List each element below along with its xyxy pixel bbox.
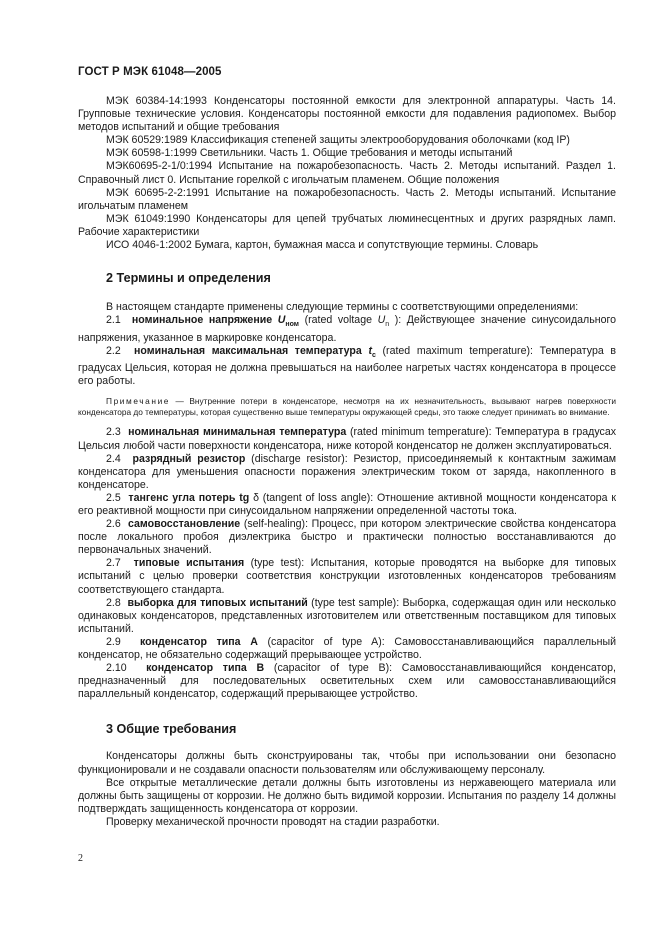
term-2-10 [78,662,616,701]
document-header: ГОСТ Р МЭК 61048—2005 [78,66,222,78]
term-2-7 [78,557,616,596]
term-name: самовосстановление [128,518,241,531]
term-def-a: (rated voltage [298,314,378,327]
term-2-8 [78,597,616,636]
page-number: 2 [78,853,83,864]
reference-item: МЭК 60529:1989 Классификация степеней защиты электрооборудования оболочками (код IP) [106,134,570,147]
term-2-6 [78,518,616,557]
section-3-paragraph: Проверку механической прочности проводят на стадии разработки. [106,815,440,828]
term-def-sub: n [385,321,390,329]
term-definition: (type test sample): Выборка, содержащая один или несколько одинаковых конденсаторов, представленных изготовителем или ответственным поставщиком для типовых испытаний. [78,596,616,635]
section-3-paragraph: Конденсаторы должны быть сконструированы так, чтобы при использовании они безопасно функционировали и не создавали опасности пользователям или обслуживающему персоналу. [78,750,616,776]
term-number: 2.3 [106,426,121,439]
term-number: 2.5 [106,491,121,504]
term-definition: (rated maximum temperature): Температура в градусах Цельсия, которая не должна превышаться на наиболее нагретых частях конденсатора в процессе его работы. [78,344,616,387]
term-def-sym: U [377,314,386,327]
term-2-9 [78,636,616,662]
term-definition: (type test): Испытания, которые проводятся на выборке для типовых испытаний с целью проверки соответствия конструкции изготовленных конденсаторов требованиям соответствующего стандарта. [78,557,616,596]
note-text: — Внутренние потери в конденсаторе, несмотря на их незначительность, вызывают нагрев поверхности конденсатора до температуры, которая существенно выше температуры окружающей среды, это также следует принимать во внимание. [78,396,616,418]
term-symbol: δ [253,491,259,504]
reference-item: МЭК 60695-2-2:1991 Испытание на пожаробезопасность. Часть 2. Методы испытаний. Испытание игольчатым пламенем [78,186,616,212]
term-name: типовые испытания [133,557,245,570]
term-2-3 [78,426,616,452]
term-2-1 [78,314,616,344]
reference-item: МЭК 60598-1:1999 Светильники. Часть 1. Общие требования и методы испытаний [106,147,513,160]
note-label: Примечание [106,396,171,406]
term-number: 2.4 [106,452,121,465]
term-definition: (rated minimum temperature): Температура в градусах Цельсия любой части поверхности конденсатора, ниже которой конденсатор не должен эксплуатироваться. [78,426,617,452]
term-name: выборка для типовых испытаний [127,596,308,609]
reference-item: МЭК 61049:1990 Конденсаторы для цепей трубчатых люминесцентных и других разрядных ламп. Рабочие характеристики [78,212,616,238]
term-number: 2.7 [106,557,121,570]
term-name: номинальное напряжение [131,314,273,327]
term-number: 2.9 [106,635,121,648]
term-number: 2.6 [106,518,121,531]
section-2-intro: В настоящем стандарте применены следующие термины с соответствующими определениями: [106,301,579,314]
term-definition: (self-healing): Процесс, при котором электрические свойства конденсатора после локального пробоя диэлектрика быстро и практически полностью восстанавливаются до первоначальных значений. [78,518,617,557]
section-3-heading: 3 Общие требования [106,722,237,737]
term-name: номинальная минимальная температура [128,426,347,439]
term-symbol-sub: c [371,351,376,359]
term-2-5 [78,492,616,518]
term-definition: (tangent of loss angle): Отношение активной мощности конденсатора к его реактивной мощности при синусоидальном напряжении определенной частоты тока. [78,491,617,517]
term-name: разрядный резистор [132,452,246,465]
term-definition: (capacitor of type A): Самовосстанавливающийся параллельный конденсатор, не обязательно содержащий прерывающее устройство. [78,635,616,661]
term-number: 2.10 [106,662,127,675]
reference-item: ИСО 4046-1:2002 Бумага, картон, бумажная масса и сопутствующие термины. Словарь [106,239,539,252]
term-definition: (discharge resistor): Резистор, присоединяемый к контактным зажимам конденсатора для уменьшения опасности поражения электрическим током от заряда, накопленного в конденсаторе. [78,452,617,491]
reference-item: МЭК60695-2-1/0:1994 Испытание на пожаробезопасность. Часть 2. Методы испытаний. Раздел 1. Справочный лист 0. Испытание горелкой с игольчатым пламенем. Общие положения [78,160,616,186]
term-number: 2.1 [106,314,121,327]
term-def-b: ): Действующее значение синусоидального напряжения, указанное в маркировке конденсатора. [78,314,617,344]
term-name: конденсатор типа B [146,662,265,675]
section-3-paragraph: Все открытые металлические детали должны быть изготовлены из нержавеющего материала или должны быть защищены от коррозии. Не должно быть видимой коррозии. Испытания по разделу 14 должны подтверждать защищенность конденсатора от коррозии. [78,776,616,815]
section-2-heading: 2 Термины и определения [106,271,271,286]
term-number: 2.2 [106,344,121,357]
term-definition: (capacitor of type B): Самовосстанавливающийся конденсатор, предназначенный для последовательных осветительных схем или самовосстанавливающийся параллельный конденсатор, содержащий прерывающее устройство. [78,662,616,701]
term-name: номинальная максимальная температура [134,344,362,357]
term-2-2 [78,345,616,388]
term-number: 2.8 [106,596,121,609]
reference-item: МЭК 60384-14:1993 Конденсаторы постоянной емкости для электронной аппаратуры. Часть 14. Групповые технические условия. Конденсаторы постоянной емкости для подавления радиопомех. Выбор методов испытаний и общие требования [78,95,616,134]
term-symbol: U [277,314,286,327]
document-body [78,95,616,829]
term-symbol: t [368,344,372,357]
term-symbol-sub: ном [285,321,299,329]
term-name: тангенс угла потерь tg [128,491,250,504]
term-2-4 [78,453,616,492]
term-name: конденсатор типа A [140,635,258,648]
note [78,396,616,418]
